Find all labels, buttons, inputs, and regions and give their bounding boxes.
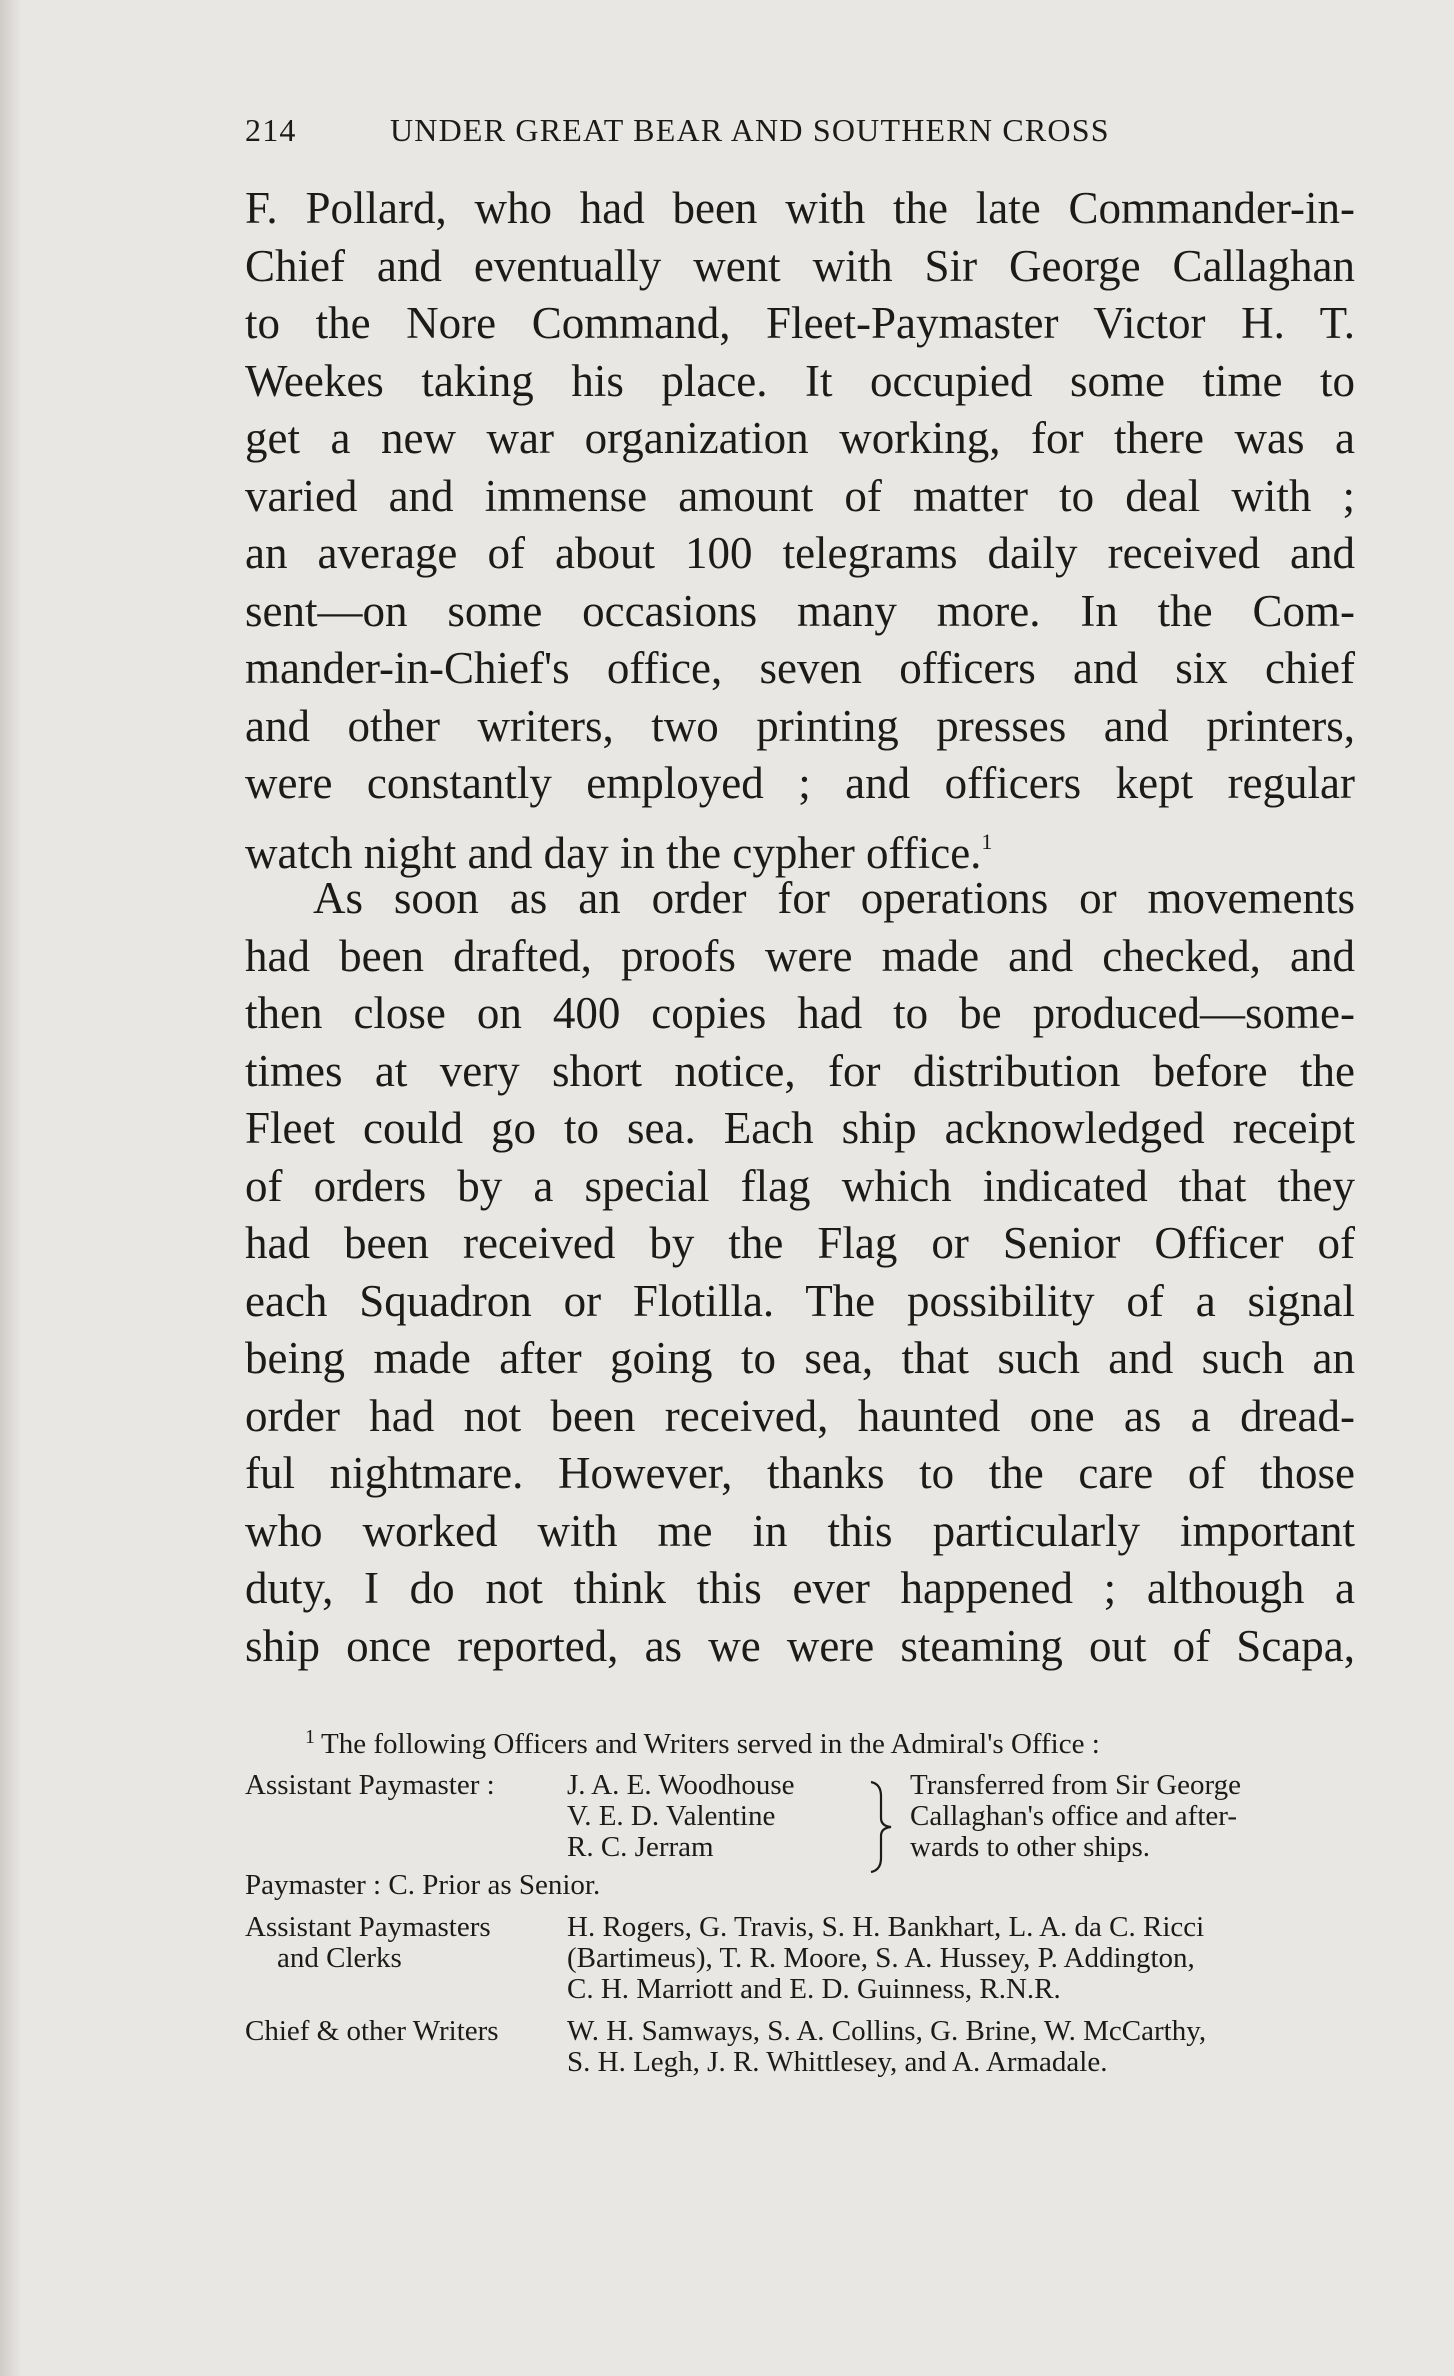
assistant-clerks-label: Assistant Paymasters	[245, 1911, 491, 1943]
brace-icon	[863, 1780, 903, 1874]
body-line: order had not been received, haunted one as a dread-	[245, 1390, 1355, 1441]
running-head	[245, 112, 1355, 152]
body-line-with-footnote	[245, 813, 1355, 878]
transfer-note-line: Transferred from Sir George	[910, 1769, 1242, 1801]
body-line: who worked with me in this particularly important	[245, 1505, 1355, 1556]
assistant-paymaster-name: R. C. Jerram	[567, 1831, 714, 1863]
body-line: had been received by the Flag or Senior Officer of	[245, 1218, 1355, 1268]
body-text	[245, 180, 1355, 1675]
body-line: each Squadron or Flotilla. The possibility of a signal	[245, 1275, 1355, 1326]
assistant-paymaster-name: J. A. E. Woodhouse	[567, 1769, 795, 1801]
body-line: then close on 400 copies had to be produced—some-	[245, 988, 1355, 1038]
body-line: of orders by a special flag which indicated that they	[245, 1160, 1355, 1211]
body-line: sent—on some occasions many more. In the Com-	[245, 585, 1355, 636]
assistant-clerks-names: (Bartimeus), T. R. Moore, S. A. Hussey, P. Addington,	[567, 1942, 1195, 1974]
body-line: As soon as an order for operations or movements	[313, 873, 1355, 923]
body-line: an average of about 100 telegrams daily received and	[245, 528, 1355, 578]
body-line: times at very short notice, for distribution before the	[245, 1045, 1355, 1096]
body-line: and other writers, two printing presses and printers,	[245, 700, 1355, 751]
body-line: duty, I do not think this ever happened ; although a	[245, 1563, 1355, 1613]
page-gutter-shadow	[0, 0, 22, 2376]
assistant-clerks-names: H. Rogers, G. Travis, S. H. Bankhart, L. A. da C. Ricci	[567, 1911, 1205, 1943]
footnote-intro-text: The following Officers and Writers served in the Admiral's Office :	[321, 1728, 1100, 1760]
running-title: UNDER GREAT BEAR AND SOUTHERN CROSS	[390, 112, 1110, 148]
footnote-number: 1	[305, 1726, 315, 1748]
body-line: ship once reported, as we were steaming out of Scapa,	[245, 1620, 1355, 1671]
body-line: varied and immense amount of matter to deal with ;	[245, 470, 1355, 521]
body-line: being made after going to sea, that such and such an	[245, 1333, 1355, 1383]
page-number: 214	[245, 112, 297, 148]
footnote-marker: 1	[981, 828, 993, 854]
body-line: mander-in-Chief's office, seven officers and six chief	[245, 643, 1355, 693]
paymaster-value: C. Prior as Senior.	[388, 1869, 601, 1901]
writers-names: W. H. Samways, S. A. Collins, G. Brine, W. McCarthy,	[567, 2015, 1207, 2047]
writers-label: Chief & other Writers	[245, 2015, 499, 2047]
transfer-note-line: Callaghan's office and after-	[910, 1800, 1237, 1832]
body-line: Weekes taking his place. It occupied some time to	[245, 355, 1355, 406]
body-line: Fleet could go to sea. Each ship acknowledged receipt	[245, 1103, 1355, 1153]
body-line: F. Pollard, who had been with the late Commander-in-	[245, 183, 1355, 233]
assistant-clerks-label: and Clerks	[277, 1942, 402, 1974]
body-line: get a new war organization working, for there was a	[245, 413, 1355, 463]
footnote-intro	[305, 1722, 1100, 1760]
assistant-clerks-names: C. H. Marriott and E. D. Guinness, R.N.R.	[567, 1973, 1061, 2005]
body-line: were constantly employed ; and officers kept regular	[245, 758, 1355, 808]
body-line: had been drafted, proofs were made and checked, and	[245, 930, 1355, 981]
body-line: to the Nore Command, Fleet-Paymaster Victor H. T.	[245, 298, 1355, 348]
writers-names: S. H. Legh, J. R. Whittlesey, and A. Armadale.	[567, 2046, 1108, 2078]
body-line: ful nightmare. However, thanks to the care of those	[245, 1448, 1355, 1498]
assistant-paymaster-label: Assistant Paymaster :	[245, 1769, 495, 1801]
transfer-note-line: wards to other ships.	[910, 1831, 1151, 1863]
assistant-paymaster-name: V. E. D. Valentine	[567, 1800, 776, 1832]
paymaster-entry	[245, 1870, 600, 1901]
body-line: Chief and eventually went with Sir George Callaghan	[245, 240, 1355, 291]
body-line-text: watch night and day in the cypher office.	[245, 827, 982, 878]
paymaster-label: Paymaster :	[245, 1869, 382, 1901]
